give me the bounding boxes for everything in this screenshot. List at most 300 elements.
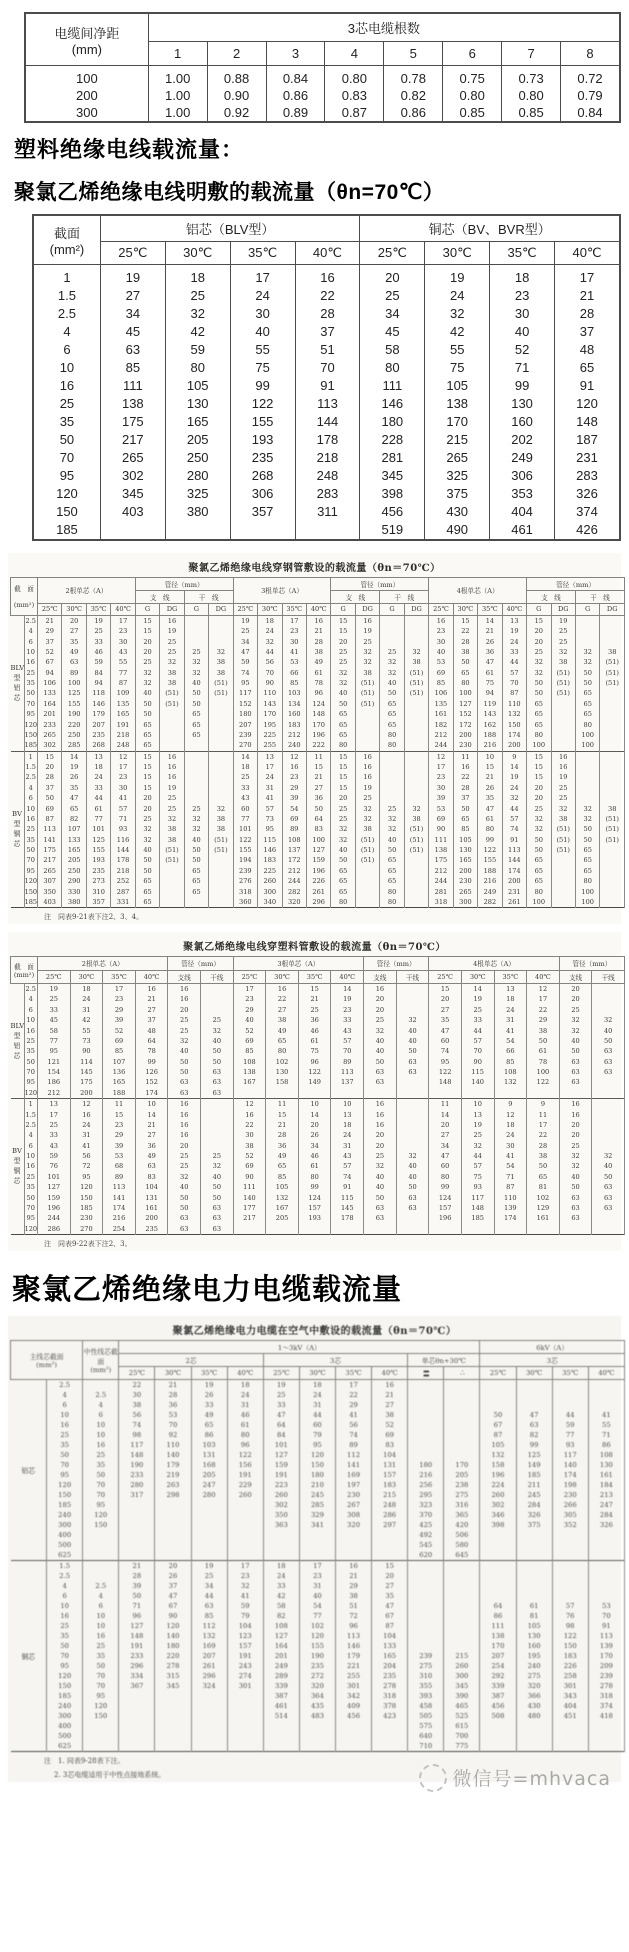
- cell: [575, 636, 599, 646]
- cell: 95: [24, 1077, 38, 1087]
- cell: 65: [266, 1036, 299, 1046]
- cell: 41: [111, 793, 135, 803]
- cell: 15: [135, 762, 159, 772]
- cell: 95: [299, 1440, 335, 1450]
- cell: [380, 783, 404, 793]
- cell: 620: [408, 1550, 444, 1561]
- cell: 25: [360, 287, 425, 305]
- cell: (51): [551, 824, 575, 834]
- cell: 25: [355, 793, 379, 803]
- cell: 4: [83, 1400, 119, 1410]
- cell: 38: [209, 814, 233, 824]
- cell: 150: [83, 1711, 119, 1721]
- cell: [588, 1400, 624, 1410]
- table-row: [33, 265, 620, 287]
- cell: [191, 1731, 227, 1741]
- cell: [209, 709, 233, 719]
- cell: 118: [86, 688, 110, 698]
- cell: 220: [155, 1651, 191, 1661]
- cell: 64: [263, 1420, 299, 1430]
- cell: 39: [103, 1015, 136, 1025]
- cell: 150: [70, 1192, 103, 1202]
- cell: 23: [103, 994, 136, 1004]
- cell: 69: [372, 1430, 408, 1440]
- cell: [201, 1120, 234, 1130]
- cell: 63: [559, 1057, 592, 1067]
- cell: 16: [160, 762, 184, 772]
- cell: 186: [38, 1077, 71, 1087]
- cell: 12: [527, 983, 560, 994]
- cell: 159: [263, 1460, 299, 1470]
- cell: (51): [160, 845, 184, 855]
- table-row: [11, 772, 625, 782]
- cell: [372, 1550, 408, 1561]
- cell: 86: [588, 1440, 624, 1450]
- cell: 38: [119, 1400, 155, 1410]
- cell: 155: [233, 845, 257, 855]
- cell: 94: [38, 668, 62, 678]
- cell: 16: [24, 1025, 38, 1035]
- cable-spacing-correction-table: [24, 12, 621, 123]
- table-row: [11, 886, 625, 896]
- cell: 99: [230, 377, 295, 395]
- cell: 95: [24, 709, 38, 719]
- table-row: [11, 845, 625, 855]
- cell: 1: [24, 1099, 38, 1110]
- cell: 10: [24, 647, 38, 657]
- cell: 34: [429, 1141, 462, 1151]
- cell: 24: [494, 1130, 527, 1140]
- cell: 95: [38, 1046, 71, 1056]
- cell: 210: [299, 1480, 335, 1490]
- cell: 43: [111, 647, 135, 657]
- table-row: [11, 1161, 625, 1171]
- cell: 318: [233, 886, 257, 896]
- cell: [600, 709, 625, 719]
- cell: 11: [453, 751, 477, 762]
- cell: 320: [516, 1681, 552, 1691]
- cell: 75: [298, 1046, 331, 1056]
- cell: 27: [266, 1005, 299, 1015]
- cell: 148: [461, 1203, 494, 1213]
- cell: 183: [372, 1480, 408, 1490]
- cell: (51): [404, 688, 428, 698]
- cell: 6: [24, 1141, 38, 1151]
- table-row: [11, 793, 625, 803]
- cell: 25: [135, 814, 159, 824]
- cell: 138: [480, 1631, 516, 1641]
- cell: 57: [258, 803, 282, 813]
- col-header: 6: [443, 42, 502, 66]
- cell: 90: [461, 1057, 494, 1067]
- cell: 99: [298, 1182, 331, 1192]
- cell: 104: [372, 1450, 408, 1460]
- cell: 130: [165, 395, 230, 413]
- cell: 29: [527, 1015, 560, 1025]
- cell: [184, 751, 208, 762]
- cell: [480, 1741, 516, 1752]
- cell: 127: [38, 1182, 71, 1192]
- cell: 20: [135, 636, 159, 646]
- cell: 297: [372, 1520, 408, 1530]
- cell: 79: [227, 1611, 263, 1621]
- cell: 25: [355, 636, 379, 646]
- cell: 15: [331, 772, 355, 782]
- cell: 32: [331, 678, 355, 688]
- static-element: [11, 970, 625, 983]
- cell: [592, 1141, 625, 1151]
- cell: 15: [135, 772, 159, 782]
- cell: 65: [184, 876, 208, 886]
- cell: 2.5: [25, 985, 36, 994]
- cell: 19: [191, 1560, 227, 1571]
- table-row: [11, 1182, 625, 1192]
- trunk-header: 干线: [396, 970, 429, 983]
- cell: 22: [527, 1130, 560, 1140]
- cell: 230: [552, 1490, 588, 1500]
- cell: 580: [444, 1540, 480, 1550]
- cell: 65: [184, 730, 208, 740]
- cell: 155: [299, 1641, 335, 1651]
- cell: 162: [478, 719, 502, 729]
- cell: 310: [86, 886, 110, 896]
- cell: 16: [168, 1099, 201, 1110]
- cell: 363: [263, 1520, 299, 1530]
- cell: 99: [478, 835, 502, 845]
- cell: 300: [25, 104, 148, 122]
- cell: 21: [298, 994, 331, 1004]
- cell: 32: [160, 657, 184, 667]
- cell: 32: [209, 647, 233, 657]
- cell: 24: [70, 1120, 103, 1130]
- cell: 45: [100, 323, 165, 341]
- cell: 95: [83, 1691, 119, 1701]
- cell: 57: [502, 668, 526, 678]
- cell: 6: [47, 1591, 83, 1601]
- cell: 188: [478, 730, 502, 740]
- cell: 325: [425, 467, 490, 485]
- cell: 20: [559, 1120, 592, 1130]
- cell: 122: [227, 1450, 263, 1460]
- cell: 43: [331, 1025, 364, 1035]
- scanned-steel-conduit-table-region: [8, 553, 621, 925]
- cell: [600, 730, 625, 740]
- cell: 283: [295, 485, 360, 503]
- cell: 63: [135, 1161, 168, 1171]
- cell: 24: [258, 772, 282, 782]
- cell: 65: [575, 845, 599, 855]
- cell: 65: [575, 866, 599, 876]
- header-unit: (mm²): [13, 601, 35, 610]
- cell: 111: [233, 1182, 266, 1192]
- cell: 80: [453, 678, 477, 688]
- cell: 70: [47, 1651, 83, 1661]
- cell: [444, 1420, 480, 1430]
- cell: [155, 1711, 191, 1721]
- cell: [191, 1520, 227, 1530]
- cell: 50: [135, 709, 159, 719]
- cell: [408, 1571, 444, 1581]
- cell: 235: [86, 866, 110, 876]
- cell: [355, 709, 379, 719]
- cell: [209, 699, 233, 709]
- group-header-pipe: 管径（mm）: [559, 957, 624, 970]
- cell: 14: [298, 1109, 331, 1119]
- cell: 20: [559, 994, 592, 1004]
- cell: 25: [380, 803, 404, 813]
- cell: 100: [527, 1067, 560, 1077]
- cell: 273: [86, 876, 110, 886]
- cell: 19: [355, 783, 379, 793]
- cell: 19: [551, 772, 575, 782]
- cell: [209, 793, 233, 803]
- cell: 302: [263, 1500, 299, 1510]
- cell: 51: [295, 341, 360, 359]
- cell: 318: [372, 1691, 408, 1701]
- cell: 25: [233, 772, 257, 782]
- cell: 81: [527, 1182, 560, 1192]
- cell: 20: [331, 636, 355, 646]
- cell: 148: [306, 709, 330, 719]
- cell: [408, 1400, 444, 1410]
- table-row: [11, 678, 625, 688]
- cell: 230: [70, 1213, 103, 1223]
- cell: 228: [360, 431, 425, 449]
- cell: [429, 1224, 462, 1235]
- cell: 111: [360, 377, 425, 395]
- cell: [592, 994, 625, 1004]
- cell: 95: [47, 1470, 83, 1480]
- cell: 55: [111, 657, 135, 667]
- cell: 38: [372, 1410, 408, 1420]
- cell: 155: [478, 855, 502, 865]
- cell: 82: [263, 1611, 299, 1621]
- table-row: [11, 1067, 625, 1077]
- cell: (51): [551, 845, 575, 855]
- cell: 10: [83, 1420, 119, 1430]
- cell: 222: [306, 740, 330, 751]
- cell: 38: [527, 1025, 560, 1035]
- cell: 36: [478, 647, 502, 657]
- cell: 307: [38, 876, 62, 886]
- cell: 15: [331, 626, 355, 636]
- cell: 235: [135, 1224, 168, 1235]
- cell: 129: [527, 1203, 560, 1213]
- cell: 138: [429, 845, 453, 855]
- cell: 302: [480, 1500, 516, 1510]
- cell: 117: [552, 1450, 588, 1460]
- cell: 25: [233, 626, 257, 636]
- cell: 79: [299, 1430, 335, 1440]
- cell: 110: [155, 1440, 191, 1450]
- cell: [516, 1390, 552, 1400]
- cell: 16: [47, 1611, 83, 1621]
- cell: 2.5: [25, 773, 36, 782]
- table-row: [11, 636, 625, 646]
- cell: 47: [429, 1151, 462, 1161]
- subgroup-3core: 3芯: [263, 1353, 407, 1366]
- table-row: [11, 1571, 625, 1581]
- cell: 25: [83, 1641, 119, 1651]
- cell: 174: [135, 1088, 168, 1099]
- cell: 50: [24, 688, 38, 698]
- cell: 44: [502, 803, 526, 813]
- cell: (51): [355, 678, 379, 688]
- cell: 63: [592, 1203, 625, 1213]
- cell: [155, 1731, 191, 1741]
- cell: 4: [83, 1591, 119, 1601]
- cell: 22: [295, 287, 360, 305]
- cell: [184, 793, 208, 803]
- cell: [592, 1120, 625, 1130]
- copper-section: [11, 1560, 625, 1751]
- cell: 275: [408, 1661, 444, 1671]
- cell: [592, 1077, 625, 1087]
- cell: 403: [100, 503, 165, 521]
- cell: 55: [230, 341, 295, 359]
- cell: 205: [266, 1213, 299, 1223]
- cell: [575, 762, 599, 772]
- cell: (51): [209, 835, 233, 845]
- cell: 200: [25, 87, 148, 104]
- cell: 108: [282, 835, 306, 845]
- cell: 89: [335, 1440, 371, 1450]
- cell: 111: [480, 1621, 516, 1631]
- cell: 144: [502, 855, 526, 865]
- cell: 165: [62, 845, 86, 855]
- cell: 329: [299, 1510, 335, 1520]
- cell: 70: [24, 1203, 38, 1213]
- cell: (51): [355, 855, 379, 865]
- cell: [600, 626, 625, 636]
- cell: 16: [364, 983, 397, 994]
- cell: 239: [233, 730, 257, 740]
- cell: [184, 615, 208, 626]
- cell: 32: [135, 824, 159, 834]
- cell: 249: [478, 886, 502, 896]
- cell: 193: [230, 431, 295, 449]
- cell: [155, 1520, 191, 1530]
- cell: (51): [404, 668, 428, 678]
- cell: 194: [233, 855, 257, 865]
- cell: 144: [111, 845, 135, 855]
- cell: 12: [70, 1099, 103, 1110]
- cell: 65: [575, 709, 599, 719]
- cell: 50: [83, 1470, 119, 1480]
- cell: 150: [33, 503, 100, 521]
- cell: 20: [429, 994, 462, 1004]
- aluminum-section: [11, 1379, 625, 1560]
- cell: [227, 1691, 263, 1701]
- cell: 346: [480, 1510, 516, 1520]
- power-cable-table-title: 聚氯乙烯绝缘电力电缆在空气中敷设的载流量（θn＝70℃）: [172, 1325, 457, 1337]
- group-header-3core: 3根单芯（A）: [233, 957, 363, 970]
- cell: [516, 1400, 552, 1410]
- table-row: [11, 1015, 625, 1025]
- cell: [209, 897, 233, 908]
- cell: 425: [408, 1520, 444, 1530]
- cell: 87: [38, 814, 62, 824]
- cell: [372, 1530, 408, 1540]
- cell: 180: [299, 1470, 335, 1480]
- cell: 50: [38, 793, 62, 803]
- cell: 197: [335, 1480, 371, 1490]
- col-header-main-core: [11, 1340, 83, 1379]
- table-row: [11, 1141, 625, 1151]
- cell: 296: [119, 1661, 155, 1671]
- cell: 174: [502, 866, 526, 876]
- temp-header: 40℃: [227, 1366, 263, 1379]
- cell: 12: [282, 751, 306, 762]
- cell: 33: [461, 1015, 494, 1025]
- cell: 710: [408, 1741, 444, 1752]
- cell: 32: [380, 814, 404, 824]
- cell: [209, 719, 233, 729]
- cell: 32: [527, 668, 551, 678]
- cell: 32: [184, 824, 208, 834]
- cell: 65: [380, 866, 404, 876]
- cell: 64: [135, 1036, 168, 1046]
- cell: 116: [111, 835, 135, 845]
- cell: [404, 772, 428, 782]
- cell: 212: [282, 866, 306, 876]
- cell: 22: [453, 772, 477, 782]
- section-label: 铜芯: [11, 1560, 47, 1751]
- cell: 191: [263, 1470, 299, 1480]
- cell: 33: [191, 1400, 227, 1410]
- cell: 24: [331, 1130, 364, 1140]
- cell: [191, 1711, 227, 1721]
- cell: 38: [404, 814, 428, 824]
- group-header-copper: 铜芯（BV、BVR型）: [360, 215, 620, 242]
- cell: 24: [86, 772, 110, 782]
- table-row: [11, 783, 625, 793]
- cell: 218: [111, 730, 135, 740]
- cell: 0.83: [325, 87, 384, 104]
- cell: 63: [592, 1192, 625, 1202]
- cell: 65: [184, 886, 208, 896]
- cell: [209, 772, 233, 782]
- cell: [155, 1540, 191, 1550]
- cell: 63: [559, 1077, 592, 1087]
- cell: 71: [588, 1430, 624, 1440]
- cell: 70: [461, 1046, 494, 1056]
- aluminum-section: [11, 615, 625, 751]
- cell: 35: [478, 793, 502, 803]
- cell: [516, 1591, 552, 1601]
- cell: 172: [282, 855, 306, 865]
- cell: 65: [331, 866, 355, 876]
- cell: 19: [331, 994, 364, 1004]
- temp-header: 35℃: [552, 1366, 588, 1379]
- branch-header: 支线: [559, 970, 592, 983]
- cell: [380, 626, 404, 636]
- cell: 278: [372, 1681, 408, 1691]
- cell: 47: [372, 1601, 408, 1611]
- cell: 367: [119, 1681, 155, 1691]
- cell: 32: [135, 678, 159, 688]
- cell: 250: [62, 866, 86, 876]
- cell: 175: [38, 845, 62, 855]
- cell: 40: [559, 1036, 592, 1046]
- cell: 108: [588, 1450, 624, 1460]
- cell: 393: [408, 1691, 444, 1701]
- cell: [201, 1099, 234, 1110]
- cell: 249: [263, 1661, 299, 1671]
- cell: 35: [62, 636, 86, 646]
- cell: 35: [24, 1182, 38, 1192]
- cell: 280: [191, 1490, 227, 1500]
